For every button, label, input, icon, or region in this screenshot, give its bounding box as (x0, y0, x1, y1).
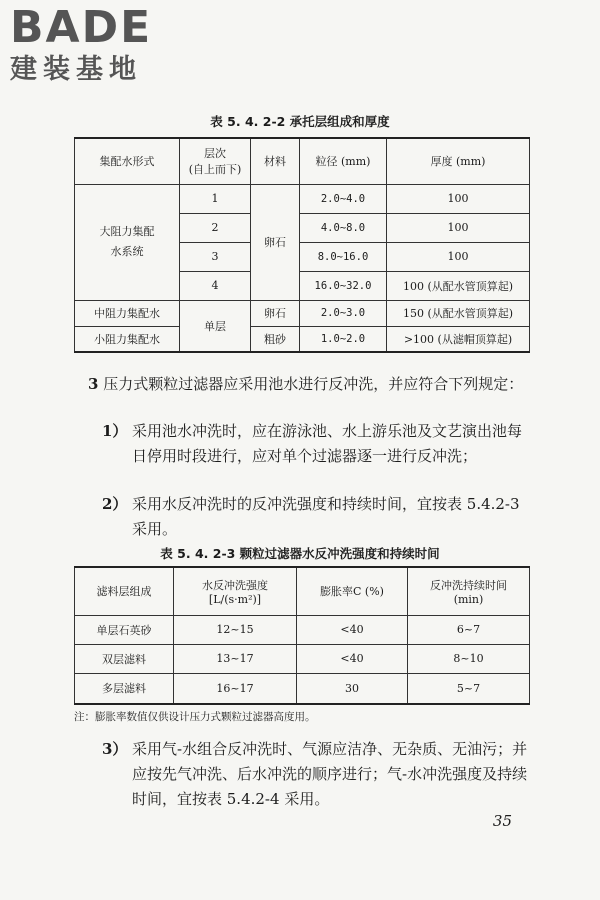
list-item-1 (102, 419, 530, 469)
table-cell: 2 (180, 213, 251, 242)
paragraph-number: 3 (88, 375, 99, 393)
table-cell: <40 (297, 644, 408, 673)
table-note: 注：膨胀率数值仅供设计压力式颗粒过滤器高度用。 (74, 711, 316, 723)
list-item-number: 2） (102, 495, 128, 513)
list-item-text: 采用气-水组合反冲洗时、气源应洁净、无杂质、无油污；并应按先气冲洗、后水冲洗的顺序进行；气-水冲洗强度及持续时间，宜按表 5.4.2-4 采用。 (132, 740, 528, 808)
table-cell: 13~17 (174, 644, 297, 673)
table2-caption: 表 5. 4. 2-3 颗粒过滤器水反冲洗强度和持续时间 (160, 546, 440, 561)
table-cell: 粗砂 (251, 326, 300, 352)
list-item-text: 采用水反冲洗时的反冲洗强度和持续时间，宜按表 5.4.2-3 采用。 (132, 495, 520, 538)
logo-brand-en: BADE (10, 2, 153, 53)
table-cell: 单层 (180, 300, 251, 352)
table-cell: 8~10 (408, 644, 530, 673)
t2-header-duration: 反冲洗持续时间 (min) (408, 567, 530, 615)
t2-header-expansion: 膨胀率C (%) (297, 567, 408, 615)
table-cell: 双层滤料 (75, 644, 174, 673)
table-cell: 100 (从配水管顶算起) (387, 271, 530, 300)
t1-header-form: 集配水形式 (75, 138, 180, 184)
t1-header-size: 粒径 (mm) (300, 138, 387, 184)
t2-header-media: 滤料层组成 (75, 567, 174, 615)
list-item-3 (102, 737, 530, 812)
table-cell: 卵石 (251, 300, 300, 326)
table1-caption: 表 5. 4. 2-2 承托层组成和厚度 (210, 114, 390, 129)
table-cell: 12~15 (174, 615, 297, 644)
table-cell: 30 (297, 673, 408, 704)
t1-group-large: 大阻力集配 水系统 (75, 184, 180, 300)
table-cell: 150 (从配水管顶算起) (387, 300, 530, 326)
table-cell: 4 (180, 271, 251, 300)
table-cell: 单层石英砂 (75, 615, 174, 644)
table-cell: 16~17 (174, 673, 297, 704)
list-item-number: 1） (102, 422, 128, 440)
table-cell: 16.0~32.0 (300, 271, 387, 300)
paragraph-3 (60, 372, 530, 397)
table-cell: 100 (387, 242, 530, 271)
table-cell: 2.0~4.0 (300, 184, 387, 213)
t1-header-layer: 层次 (自上而下) (180, 138, 251, 184)
table-cell: 小阻力集配水 (75, 326, 180, 352)
table-backwash (74, 566, 530, 705)
table-cell: 8.0~16.0 (300, 242, 387, 271)
table-cell: 6~7 (408, 615, 530, 644)
logo-brand-cn: 建装基地 (10, 54, 142, 85)
table-cell: 中阻力集配水 (75, 300, 180, 326)
table-cell: >100 (从滤帽顶算起) (387, 326, 530, 352)
table-cell: <40 (297, 615, 408, 644)
table-cell: 3 (180, 242, 251, 271)
table-bearing-layer (74, 137, 530, 353)
t1-header-thickness: 厚度 (mm) (387, 138, 530, 184)
page-number: 35 (492, 812, 512, 830)
table-cell: 1 (180, 184, 251, 213)
logo (10, 4, 180, 86)
list-item-text: 采用池水冲洗时，应在游泳池、水上游乐池及文艺演出池每日停用时段进行，应对单个过滤器逐一进行反冲洗； (132, 422, 523, 465)
table-cell: 1.0~2.0 (300, 326, 387, 352)
list-item-2 (102, 492, 530, 542)
table-cell: 5~7 (408, 673, 530, 704)
table-cell: 100 (387, 213, 530, 242)
table-cell: 卵石 (251, 184, 300, 300)
list-item-number: 3） (102, 740, 128, 758)
table-cell: 100 (387, 184, 530, 213)
t2-header-intensity: 水反冲洗强度 [L/(s·m²)] (174, 567, 297, 615)
paragraph-text: 压力式颗粒过滤器应采用池水进行反冲洗，并应符合下列规定： (103, 375, 524, 393)
table-cell: 多层滤料 (75, 673, 174, 704)
table-cell: 2.0~3.0 (300, 300, 387, 326)
t1-header-material: 材料 (251, 138, 300, 184)
table-cell: 4.0~8.0 (300, 213, 387, 242)
